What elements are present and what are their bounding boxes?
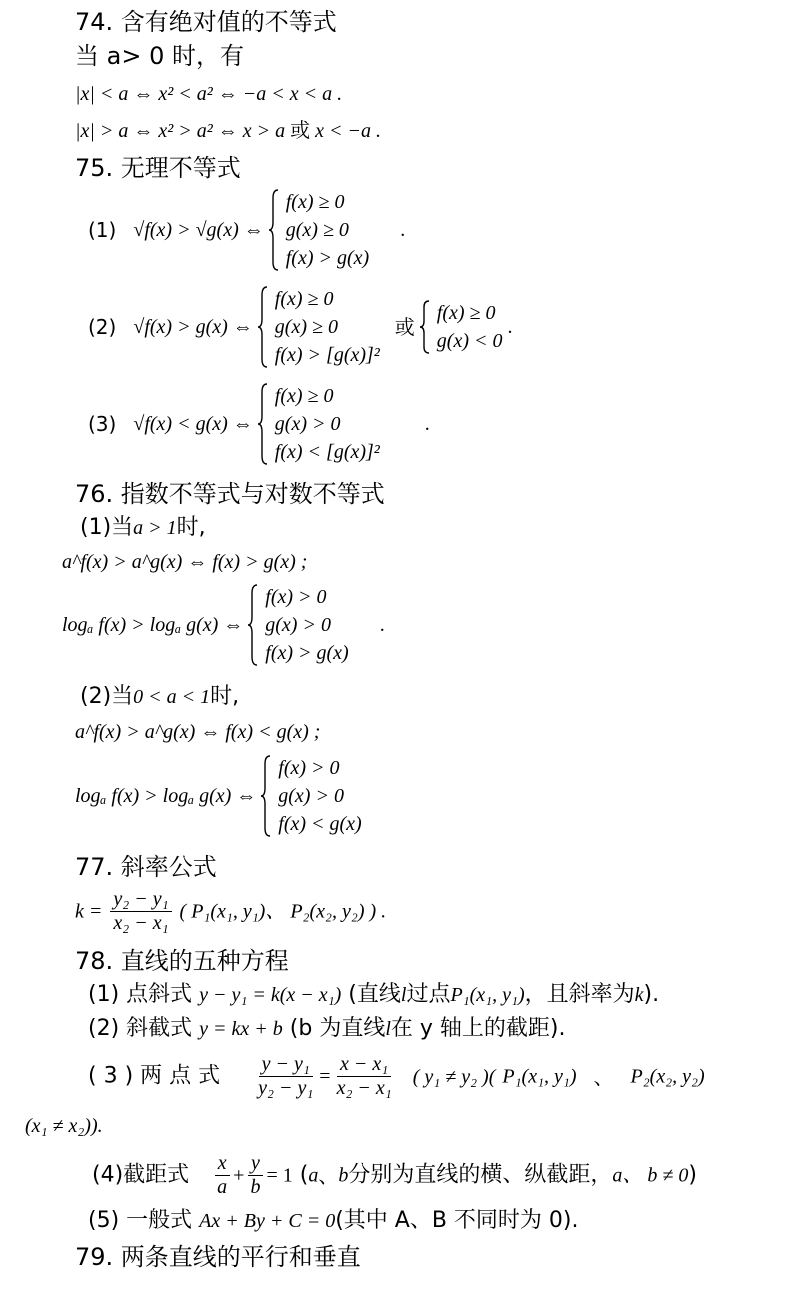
form-equation: Ax + By + C = 0: [199, 1210, 336, 1232]
or-text: 或: [290, 118, 311, 142]
form-label: (2) 斜截式: [88, 1016, 193, 1041]
case-lhs: √f(x) > √g(x) ⇔: [133, 219, 264, 241]
exp-ineq-1: a^f(x) > a^g(x) ⇔ f(x) > g(x) ;: [62, 551, 308, 573]
case-row: g(x) > 0: [274, 413, 341, 435]
case-lhs: √f(x) > g(x) ⇔: [133, 316, 253, 338]
case-row: g(x) < 0: [436, 330, 503, 352]
slope-fraction: [110, 888, 171, 935]
cond-suffix: 时,: [176, 515, 206, 540]
formula-abs-less: |x| < a ⇔ x² < a² ⇔ −a < x < a .: [75, 83, 343, 105]
period: .: [424, 413, 430, 435]
heading-75: 75. 无理不等式: [75, 154, 241, 182]
slope-k: k =: [75, 900, 103, 923]
case-row: g(x) > 0: [265, 614, 331, 636]
form-equation: y = kx + b: [199, 1018, 283, 1040]
log-ineq-2: [75, 754, 362, 838]
case-row: f(x) ≥ 0: [274, 288, 334, 310]
cond-label: (1)当: [80, 515, 134, 540]
slope-formula: [75, 888, 386, 935]
heading-79: 79. 两条直线的平行和垂直: [75, 1243, 361, 1271]
two-point-form: ( 3 ) 两 点 式 $\frac{\text{y − y₁}}{\text{y₂ − y₁}}$ = $\frac{\text{x − x₁}}{\text{x₂ − x₁}}$ ( y₁ ≠ y₂ )( P₁(x₁, y₁) 、 P₂(x₂, y₂): [88, 1053, 705, 1099]
form-label: (5) 一般式: [88, 1208, 193, 1233]
exp-case-2-cond: [80, 684, 239, 710]
irrational-case-1: [88, 188, 405, 272]
case-row: g(x) ≥ 0: [285, 219, 349, 241]
brace: [258, 285, 380, 369]
irrational-case-3: [88, 382, 430, 466]
two-point-fraction-x: $\frac{\text{x − x₁}}{\text{x₂ − x₁}}$: [336, 1053, 392, 1099]
slope-intercept-form: (2) 斜截式 y = kx + b (b 为直线l在 y 轴上的截距).: [88, 1016, 566, 1041]
intercept-fraction-x: $\frac{x}{a}$: [214, 1152, 230, 1199]
case-row: f(x) > 0: [265, 586, 327, 608]
irrational-case-2: [88, 285, 513, 369]
case-row: f(x) < g(x): [278, 813, 362, 835]
brace: [420, 299, 503, 355]
formula-abs-greater-right: x < −a .: [315, 120, 381, 142]
fraction-denominator: x₂ − x₁: [113, 912, 169, 934]
form-label: (1) 点斜式: [88, 982, 193, 1007]
brace: [269, 188, 369, 272]
heading-74: 74. 含有绝对值的不等式: [75, 8, 337, 36]
brace: [258, 382, 380, 466]
heading-77: 77. 斜率公式: [75, 853, 217, 881]
form-equation: y − y₁ = k(x − x₁): [199, 984, 342, 1006]
case-lhs: √f(x) < g(x) ⇔: [133, 413, 253, 435]
case-row: f(x) > g(x): [285, 247, 370, 269]
brace: [248, 583, 348, 667]
point-slope-form: (1) 点斜式 y − y₁ = k(x − x₁) (直线l过点P₁(x₁, y₁)，且斜率为k).: [88, 982, 660, 1007]
case-row: f(x) ≥ 0: [436, 302, 496, 324]
formula-abs-greater-left: |x| > a ⇔ x² > a² ⇔ x > a: [75, 120, 286, 142]
case-row: f(x) > [g(x)]²: [274, 344, 380, 366]
form-label: (4)截距式: [92, 1162, 190, 1188]
heading-78: 78. 直线的五种方程: [75, 947, 289, 975]
case-row: f(x) ≥ 0: [285, 191, 345, 213]
case-row: f(x) < [g(x)]²: [274, 441, 380, 463]
case-row: f(x) ≥ 0: [274, 385, 334, 407]
case-label: (1): [88, 218, 117, 242]
fraction-numerator: y₂ − y₁: [110, 888, 171, 912]
log-lhs: logₐ f(x) > logₐ g(x) ⇔: [62, 614, 244, 636]
two-point-fraction-y: $\frac{\text{y − y₁}}{\text{y₂ − y₁}}$: [258, 1053, 314, 1099]
period: .: [400, 219, 406, 241]
condition-74: 当 a> 0 时，有: [75, 42, 244, 70]
slope-points: ( P₁(x₁, y₁)、 P₂(x₂, y₂) ) .: [179, 900, 387, 923]
or-text: 或: [394, 315, 415, 339]
formula-abs-greater: [75, 118, 381, 143]
general-form: (5) 一般式 Ax + By + C = 0(其中 A、B 不同时为 0).: [88, 1208, 579, 1233]
case-label: (3): [88, 412, 117, 436]
period: .: [507, 316, 513, 338]
log-lhs: logₐ f(x) > logₐ g(x) ⇔: [75, 785, 257, 807]
log-ineq-1: [62, 583, 385, 667]
two-point-form-cont: (x₁ ≠ x₂)).: [25, 1115, 103, 1137]
cond-suffix: 时,: [210, 684, 240, 709]
intercept-form: (4)截距式 $\frac{x}{a}$ + $\frac{y}{b}$ = 1 (a、b分别为直线的横、纵截距，a、 b ≠ 0): [92, 1152, 697, 1198]
cond-expr: a > 1: [133, 517, 177, 539]
cond-label: (2)当: [80, 684, 134, 709]
exp-ineq-2: a^f(x) > a^g(x) ⇔ f(x) < g(x) ;: [75, 721, 321, 743]
form-label: ( 3 ) 两 点 式: [88, 1063, 221, 1089]
intercept-fraction-y: $\frac{y}{b}$: [247, 1152, 263, 1199]
case-row: g(x) ≥ 0: [274, 316, 338, 338]
exp-case-1-cond: [80, 515, 206, 541]
cond-expr: 0 < a < 1: [133, 686, 211, 708]
case-row: g(x) > 0: [278, 785, 344, 807]
brace: [261, 754, 361, 838]
case-row: f(x) > 0: [278, 757, 340, 779]
heading-76: 76. 指数不等式与对数不等式: [75, 480, 385, 508]
case-row: f(x) > g(x): [265, 642, 349, 664]
period: .: [379, 614, 385, 636]
case-label: (2): [88, 315, 117, 339]
